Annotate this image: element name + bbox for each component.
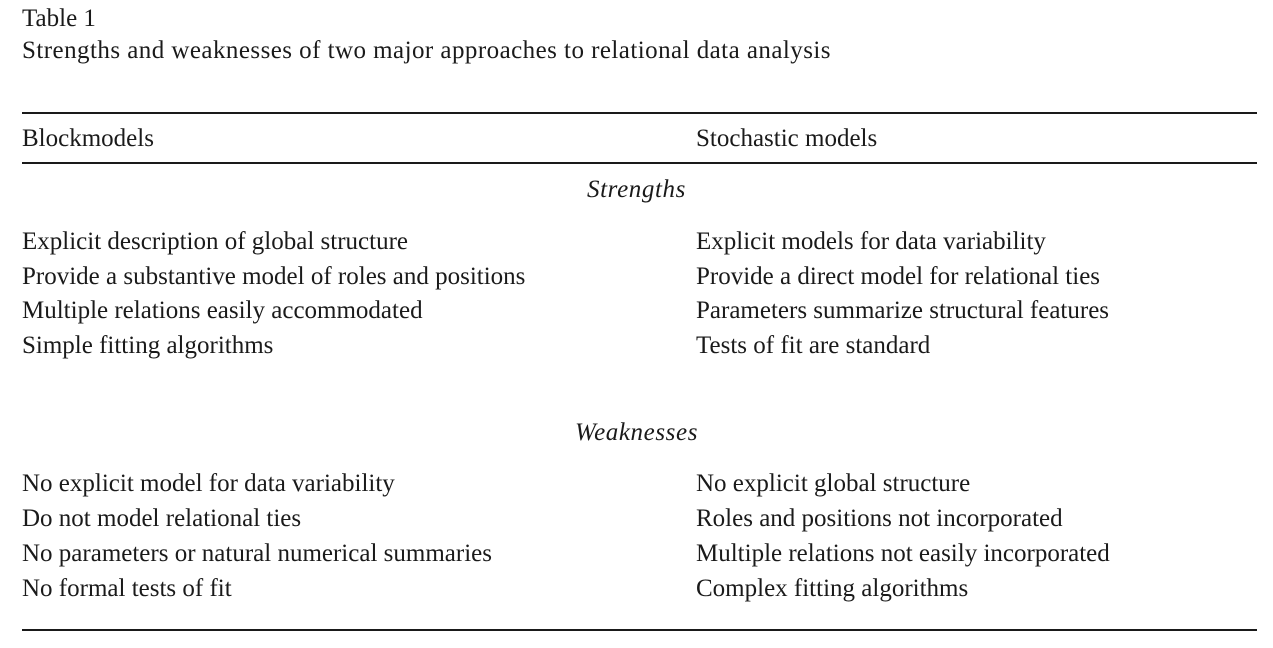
table-cell: No explicit model for data variability	[22, 470, 395, 497]
table-cell: Provide a direct model for relational ties	[696, 263, 1101, 290]
table-cell: Tests of fit are standard	[696, 332, 931, 359]
table-cell: Explicit models for data variability	[696, 228, 1046, 255]
bottom-rule	[22, 629, 1257, 631]
table-cell: Explicit description of global structure	[22, 228, 409, 255]
table-cell: No explicit global structure	[696, 470, 971, 497]
table-caption-label: Table 1	[22, 5, 96, 32]
table-cell: No parameters or natural numerical summaries	[22, 540, 492, 567]
table-cell: Multiple relations not easily incorporated	[696, 540, 1110, 567]
table-cell: Parameters summarize structural features	[696, 297, 1110, 324]
section-heading-weaknesses: Weaknesses	[574, 419, 699, 446]
table-cell: No formal tests of fit	[22, 575, 232, 602]
table-caption-title: Strengths and weaknesses of two major approaches to relational data analysis	[22, 37, 831, 64]
table-cell: Roles and positions not incorporated	[696, 505, 1063, 532]
table-cell: Do not model relational ties	[22, 505, 302, 532]
table-cell: Complex fitting algorithms	[696, 575, 969, 602]
top-rule	[22, 112, 1257, 114]
section-heading-strengths: Strengths	[587, 176, 686, 203]
table-cell: Simple fitting algorithms	[22, 332, 274, 359]
header-rule	[22, 162, 1257, 164]
table-cell: Provide a substantive model of roles and positions	[22, 263, 526, 290]
table-cell: Multiple relations easily accommodated	[22, 297, 423, 324]
column-header-blockmodels: Blockmodels	[22, 125, 154, 152]
column-header-stochastic-models: Stochastic models	[696, 125, 878, 152]
